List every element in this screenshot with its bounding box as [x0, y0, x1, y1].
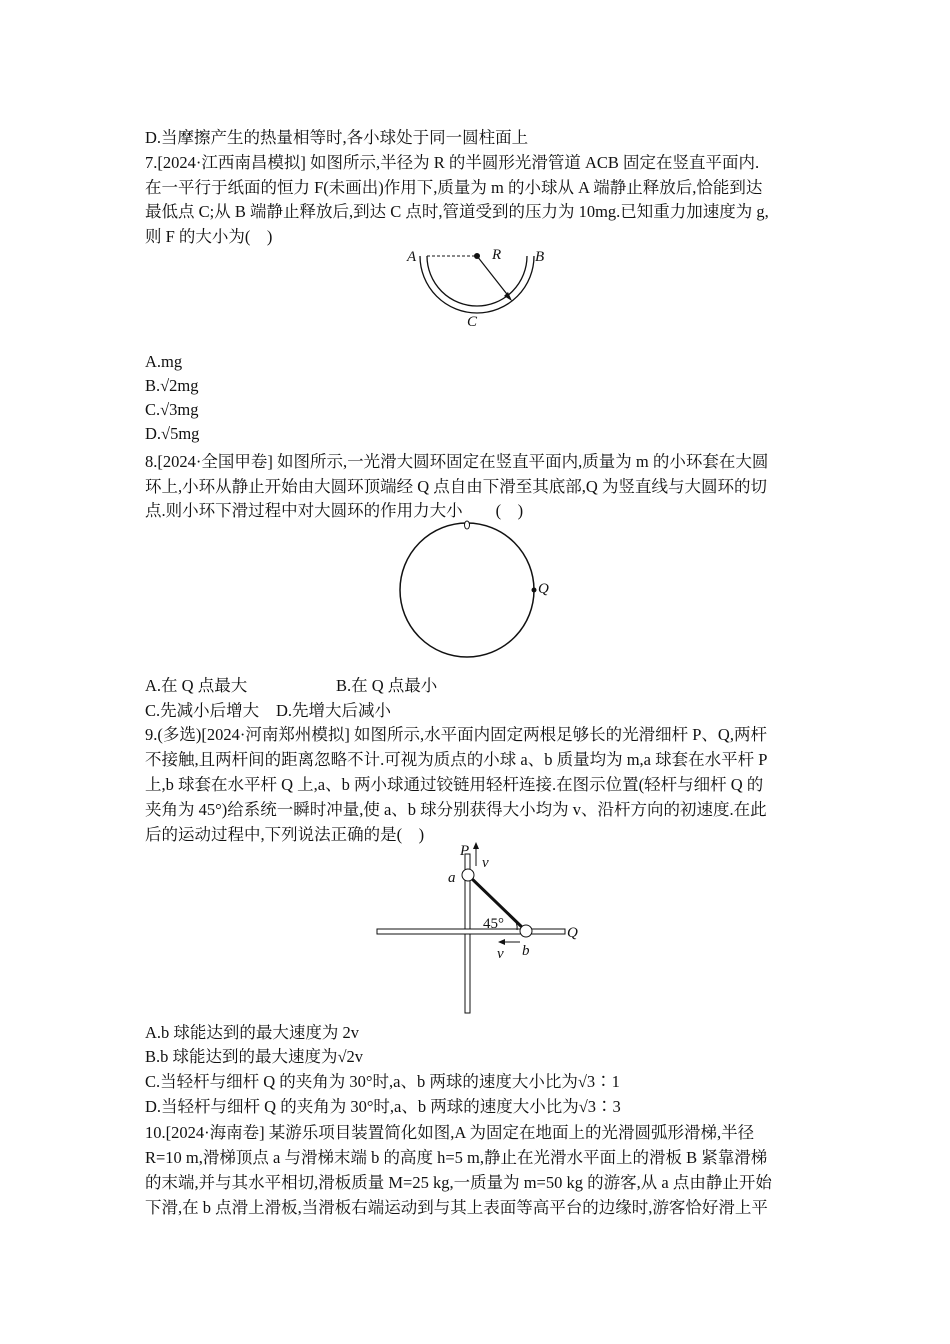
q10-line: 10.[2024·海南卷] 某游乐项目装置简化如图,A 为固定在地面上的光滑圆弧形滑梯,半径: [145, 1123, 755, 1142]
label-q: Q: [567, 925, 578, 941]
q10-line: 的末端,并与其水平相切,滑板质量 M=25 kg,一质量为 m=50 kg 的游客,从 a 点由静止开始: [145, 1173, 772, 1192]
q7-option-c: C.√3mg: [145, 400, 199, 419]
label-c: C: [467, 314, 478, 330]
q8-line: 环上,小环从静止开始由大圆环顶端经 Q 点自由下滑至其底部,Q 为竖直线与大圆环的切: [145, 477, 767, 496]
q9-line: 9.(多选)[2024·河南郑州模拟] 如图所示,水平面内固定两根足够长的光滑细杆 P、Q,两杆: [145, 725, 767, 744]
label-q: Q: [538, 581, 549, 597]
q7-line: 则 F 的大小为( ): [145, 227, 273, 246]
label-r: R: [492, 247, 502, 263]
label-a: A: [407, 249, 417, 265]
q9-line: 后的运动过程中,下列说法正确的是( ): [145, 825, 425, 844]
label-p: P: [460, 843, 470, 859]
semicircle-tube-figure: [400, 240, 560, 330]
q7-line: 7.[2024·江西南昌模拟] 如图所示,半径为 R 的半圆形光滑管道 ACB 固定在竖直平面内.: [145, 153, 760, 172]
label-angle: 45°: [483, 916, 504, 932]
q9-option-c: C.当轻杆与细杆 Q 的夹角为 30°时,a、b 两球的速度大小比为√3∶1: [145, 1072, 620, 1091]
q7-line: 在一平行于纸面的恒力 F(未画出)作用下,质量为 m 的小球从 A 端静止释放后,恰能到达: [145, 178, 763, 197]
q8-option-b: B.在 Q 点最小: [336, 676, 438, 695]
label-b: B: [535, 249, 545, 265]
q8-option-a: A.在 Q 点最大: [145, 676, 248, 695]
q8-line: 点.则小环下滑过程中对大圆环的作用力大小 ( ): [145, 501, 524, 520]
q8-line: 8.[2024·全国甲卷] 如图所示,一光滑大圆环固定在竖直平面内,质量为 m 的小环套在大圆: [145, 452, 769, 471]
q7-option-a: A.mg: [145, 352, 183, 371]
q9-option-b: B.b 球能达到的最大速度为√2v: [145, 1047, 364, 1066]
q9-line: 不接触,且两杆间的距离忽略不计.可视为质点的小球 a、b 质量均为 m,a 球套在水平杆 P: [145, 750, 768, 769]
q10-line: 下滑,在 b 点滑上滑板,当滑板右端运动到与其上表面等高平台的边缘时,游客恰好滑上平: [145, 1198, 768, 1217]
ring-figure: [395, 515, 555, 665]
q9-option-d: D.当轻杆与细杆 Q 的夹角为 30°时,a、b 两球的速度大小比为√3∶3: [145, 1097, 621, 1116]
q7-line: 最低点 C;从 B 端静止释放后,到达 C 点时,管道受到的压力为 10mg.已知重力加速度为 g,: [145, 202, 769, 221]
q8-option-c: C.先减小后增大: [145, 701, 260, 720]
label-v2: v: [497, 946, 504, 962]
rods-figure: [370, 840, 590, 1020]
label-b: b: [522, 943, 530, 959]
q10-line: R=10 m,滑梯顶点 a 与滑梯末端 b 的高度 h=5 m,静止在光滑水平面上的滑板 B 紧靠滑梯: [145, 1148, 768, 1167]
q9-line: 夹角为 45°)给系统一瞬时冲量,使 a、b 球分别获得大小均为 v、沿杆方向的初速度.在此: [145, 800, 767, 819]
q8-option-d: D.先增大后减小: [276, 701, 392, 720]
q9-option-a: A.b 球能达到的最大速度为 2v: [145, 1023, 360, 1042]
label-a: a: [448, 870, 456, 886]
q9-line: 上,b 球套在水平杆 Q 上,a、b 两小球通过铰链用轻杆连接.在图示位置(轻杆与细杆 Q 的: [145, 775, 764, 794]
q6-option-d: D.当摩擦产生的热量相等时,各小球处于同一圆柱面上: [145, 128, 529, 147]
label-v1: v: [482, 855, 489, 871]
q7-option-d: D.√5mg: [145, 424, 200, 443]
q7-option-b: B.√2mg: [145, 376, 199, 395]
